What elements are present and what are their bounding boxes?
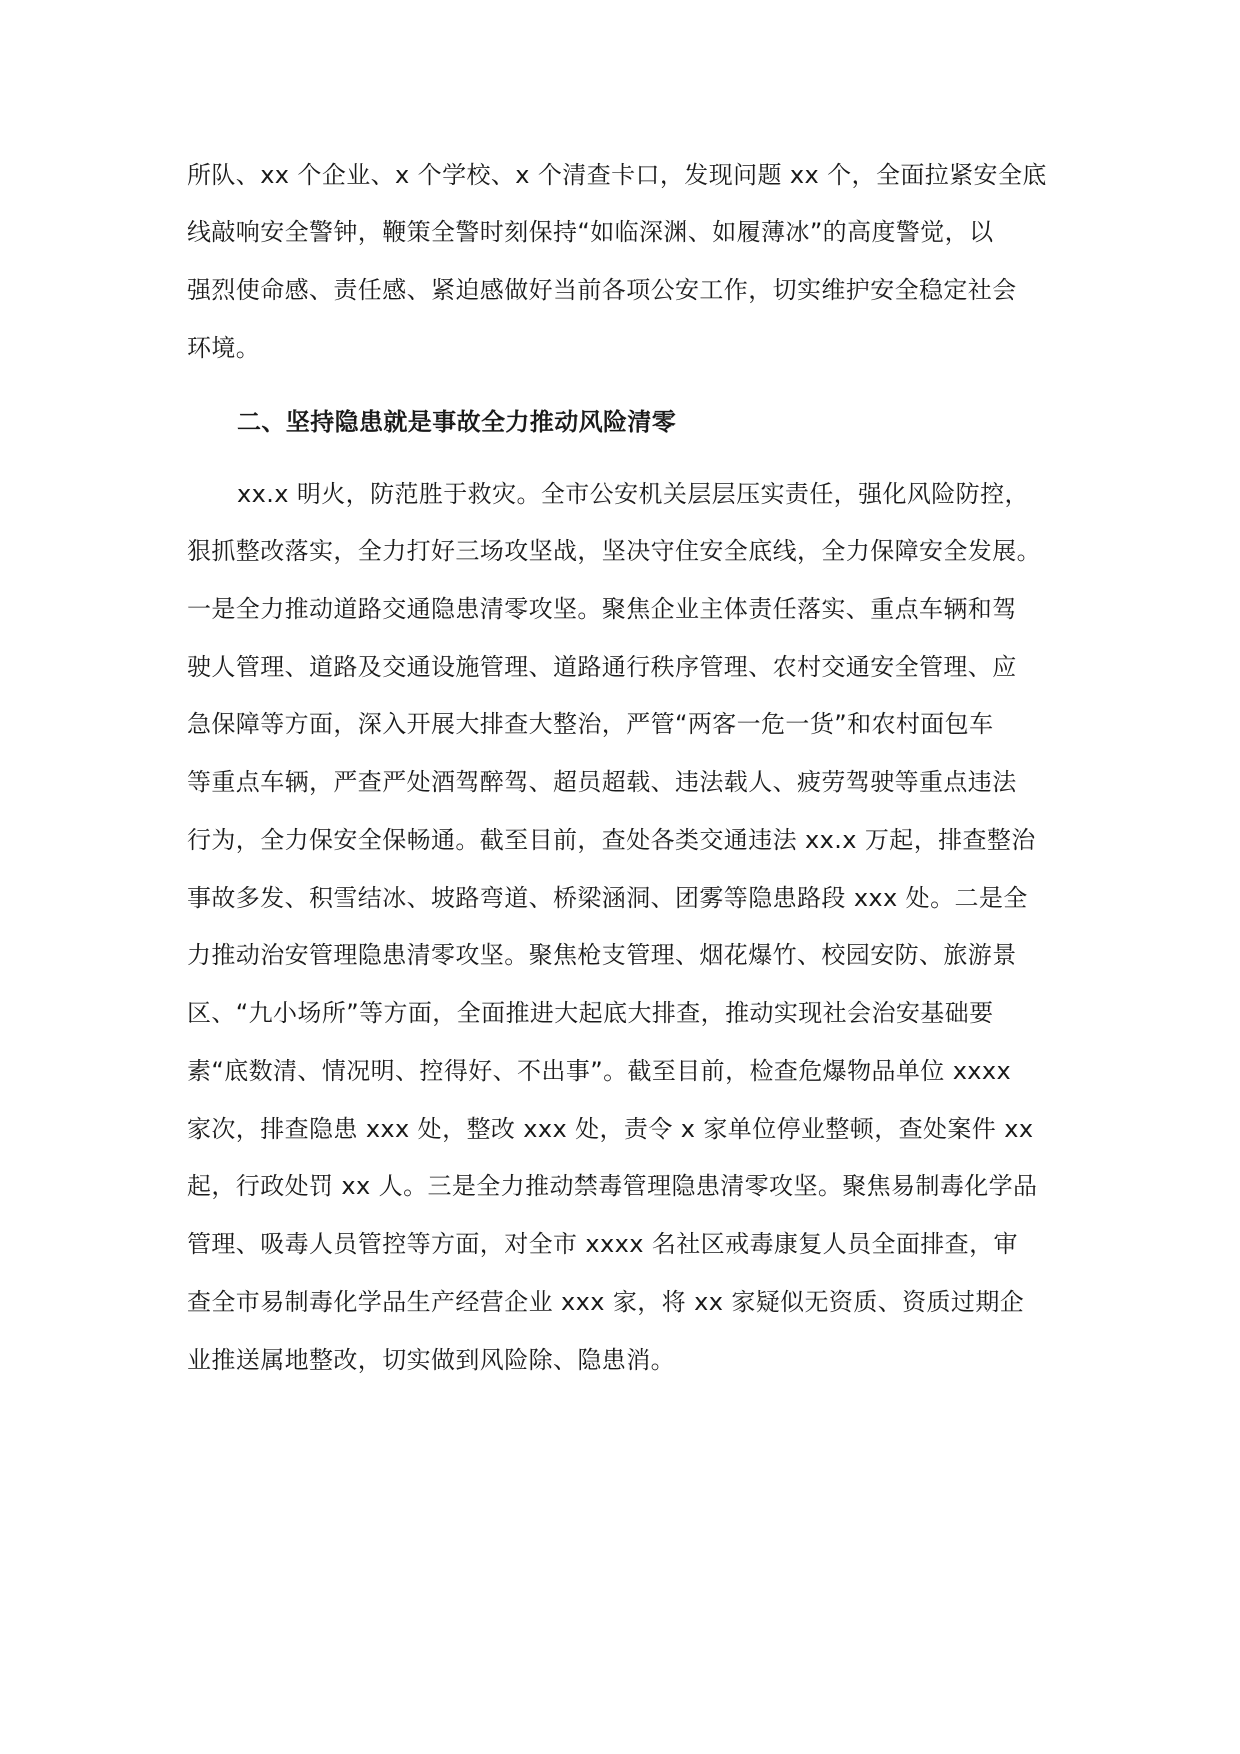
text-line: 驶人管理、道路及交通设施管理、道路通行秩序管理、农村交通安全管理、应 — [187, 653, 1017, 681]
section-heading: 二、坚持隐患就是事故全力推动风险清零 — [237, 408, 677, 436]
text-line: 业推送属地整改，切实做到风险除、隐患消。 — [187, 1346, 675, 1374]
text-line: 区、“九小场所”等方面，全面推进大起底大排查，推动实现社会治安基础要 — [187, 999, 994, 1027]
text-line: 线敲响安全警钟，鞭策全警时刻保持“如临深渊、如履薄冰”的高度警觉，以 — [187, 218, 994, 246]
text-line: 所队、xx 个企业、x 个学校、x 个清查卡口，发现问题 xx 个，全面拉紧安全底 — [187, 161, 1047, 189]
text-line: xx.x 明火，防范胜于救灾。全市公安机关层层压实责任，强化风险防控， — [237, 480, 1029, 508]
text-line: 急保障等方面，深入开展大排查大整治，严管“两客一危一货”和农村面包车 — [187, 710, 994, 738]
text-line: 强烈使命感、责任感、紧迫感做好当前各项公安工作，切实维护安全稳定社会 — [187, 276, 1017, 304]
text-line: 一是全力推动道路交通隐患清零攻坚。聚焦企业主体责任落实、重点车辆和驾 — [187, 595, 1017, 623]
text-line: 素“底数清、情况明、控得好、不出事”。截至目前，检查危爆物品单位 xxxx — [187, 1057, 1012, 1085]
text-line: 环境。 — [187, 334, 261, 362]
text-line: 事故多发、积雪结冰、坡路弯道、桥梁涵洞、团雾等隐患路段 xxx 处。二是全 — [187, 884, 1028, 912]
text-line: 狠抓整改落实，全力打好三场攻坚战，坚决守住安全底线，全力保障安全发展。 — [187, 537, 1041, 565]
text-line: 起，行政处罚 xx 人。三是全力推动禁毒管理隐患清零攻坚。聚焦易制毒化学品 — [187, 1172, 1038, 1200]
text-line: 力推动治安管理隐患清零攻坚。聚焦枪支管理、烟花爆竹、校园安防、旅游景 — [187, 941, 1017, 969]
text-line: 等重点车辆，严查严处酒驾醉驾、超员超载、违法载人、疲劳驾驶等重点违法 — [187, 768, 1017, 796]
text-line: 查全市易制毒化学品生产经营企业 xxx 家，将 xx 家疑似无资质、资质过期企 — [187, 1288, 1025, 1316]
text-line: 管理、吸毒人员管控等方面，对全市 xxxx 名社区戒毒康复人员全面排查，审 — [187, 1230, 1018, 1258]
text-line: 行为，全力保安全保畅通。截至目前，查处各类交通违法 xx.x 万起，排查整治 — [187, 826, 1036, 854]
text-line: 家次，排查隐患 xxx 处，整改 xxx 处，责令 x 家单位停业整顿，查处案件 xx — [187, 1115, 1034, 1143]
